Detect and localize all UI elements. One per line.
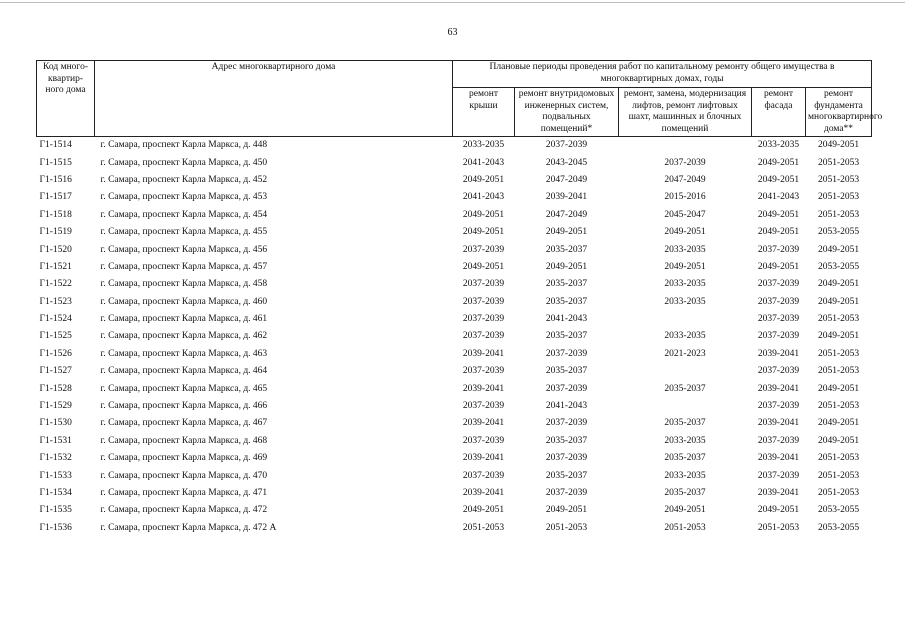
cell-roof-repair: 2039-2041	[462, 418, 505, 429]
table-row	[37, 189, 872, 206]
cell-engineering-systems-repair: 2037-2039	[545, 418, 588, 429]
table-row	[37, 502, 872, 519]
cell-address: г. Самара, проспект Карла Маркса, д. 465	[100, 383, 268, 394]
cell-roof-repair: 2049-2051	[462, 209, 505, 220]
cell-address: г. Самара, проспект Карла Маркса, д. 472	[100, 505, 268, 516]
header-address: Адрес многоквартирного дома	[95, 61, 453, 137]
cell-elevator-repair: 2049-2051	[664, 261, 706, 272]
cell-elevator-repair	[619, 363, 752, 380]
header-engineering-systems-repair: ремонт внутридомовых инженерных систем, подвальных помещений*	[515, 88, 619, 137]
table-row	[37, 207, 872, 224]
cell-roof-repair: 2039-2041	[462, 453, 505, 464]
cell-roof-repair: 2037-2039	[462, 314, 505, 325]
cell-elevator-repair: 2047-2049	[664, 174, 706, 185]
cell-address: г. Самара, проспект Карла Маркса, д. 450	[100, 157, 268, 168]
cell-address: г. Самара, проспект Карла Маркса, д. 452	[100, 174, 268, 185]
cell-elevator-repair	[619, 137, 752, 155]
cell-address: г. Самара, проспект Карла Маркса, д. 469	[100, 453, 268, 464]
header-elevator-repair: ремонт, замена, модернизация лифтов, ремонт лифтовых шахт, машинных и блочных помещений	[619, 88, 752, 137]
cell-engineering-systems-repair: 2051-2053	[545, 522, 588, 533]
cell-foundation-repair: 2049-2051	[817, 244, 860, 255]
cell-engineering-systems-repair: 2037-2039	[545, 453, 588, 464]
cell-house-code: Г1-1532	[39, 453, 72, 464]
table-row	[37, 172, 872, 189]
cell-foundation-repair: 2051-2053	[817, 174, 860, 185]
cell-engineering-systems-repair: 2035-2037	[545, 244, 588, 255]
table-row	[37, 450, 872, 467]
cell-elevator-repair: 2051-2053	[664, 522, 706, 533]
cell-roof-repair: 2037-2039	[462, 296, 505, 307]
cell-elevator-repair: 2033-2035	[664, 331, 706, 342]
cell-engineering-systems-repair: 2035-2037	[545, 296, 588, 307]
cell-address: г. Самара, проспект Карла Маркса, д. 464	[100, 366, 268, 377]
cell-elevator-repair: 2035-2037	[664, 453, 706, 464]
cell-roof-repair: 2039-2041	[462, 348, 505, 359]
cell-facade-repair: 2037-2039	[757, 244, 800, 255]
cell-foundation-repair: 2051-2053	[817, 314, 860, 325]
cell-engineering-systems-repair: 2037-2039	[545, 348, 588, 359]
table-row	[37, 276, 872, 293]
cell-engineering-systems-repair: 2035-2037	[545, 331, 588, 342]
cell-address: г. Самара, проспект Карла Маркса, д. 460	[100, 296, 268, 307]
cell-house-code: Г1-1520	[39, 244, 72, 255]
cell-roof-repair: 2037-2039	[462, 331, 505, 342]
cell-foundation-repair: 2049-2051	[817, 296, 860, 307]
cell-house-code: Г1-1516	[39, 174, 72, 185]
cell-elevator-repair: 2033-2035	[664, 435, 706, 446]
cell-house-code: Г1-1536	[39, 522, 72, 533]
cell-address: г. Самара, проспект Карла Маркса, д. 454	[100, 209, 268, 220]
cell-roof-repair: 2049-2051	[462, 174, 505, 185]
cell-facade-repair: 2039-2041	[757, 453, 800, 464]
cell-foundation-repair: 2049-2051	[817, 418, 860, 429]
header-planned-periods: Плановые периоды проведения работ по капитальному ремонту общего имущества в многоквартирных домах, годы	[453, 61, 872, 88]
cell-address: г. Самара, проспект Карла Маркса, д. 455	[100, 227, 268, 238]
table-row	[37, 433, 872, 450]
cell-address: г. Самара, проспект Карла Маркса, д. 448	[100, 140, 268, 151]
cell-elevator-repair: 2035-2037	[664, 488, 706, 498]
cell-engineering-systems-repair: 2037-2039	[545, 140, 588, 151]
cell-house-code: Г1-1534	[39, 488, 72, 498]
cell-facade-repair: 2049-2051	[757, 261, 800, 272]
cell-address: г. Самара, проспект Карла Маркса, д. 466	[100, 401, 268, 412]
cell-engineering-systems-repair: 2047-2049	[545, 174, 588, 185]
cell-house-code: Г1-1519	[39, 227, 72, 238]
cell-facade-repair: 2037-2039	[757, 279, 800, 290]
cell-house-code: Г1-1528	[39, 383, 72, 394]
cell-facade-repair: 2037-2039	[757, 366, 800, 377]
header-house-code: Код много-квартир-ного дома	[37, 61, 95, 137]
cell-facade-repair: 2037-2039	[757, 470, 800, 481]
table-body	[37, 137, 872, 537]
cell-foundation-repair: 2051-2053	[817, 209, 860, 220]
cell-facade-repair: 2041-2043	[757, 192, 800, 203]
cell-engineering-systems-repair: 2035-2037	[545, 435, 588, 446]
cell-engineering-systems-repair: 2037-2039	[545, 488, 588, 498]
cell-roof-repair: 2039-2041	[462, 488, 505, 498]
cell-elevator-repair: 2033-2035	[664, 470, 706, 481]
table-row	[37, 363, 872, 380]
cell-facade-repair: 2039-2041	[757, 383, 800, 394]
cell-elevator-repair: 2035-2037	[664, 383, 706, 394]
cell-engineering-systems-repair: 2035-2037	[545, 366, 588, 377]
table-row	[37, 380, 872, 397]
cell-elevator-repair: 2045-2047	[664, 209, 706, 220]
cell-address: г. Самара, проспект Карла Маркса, д. 463	[100, 348, 268, 359]
table-row	[37, 415, 872, 432]
table-row	[37, 154, 872, 171]
cell-facade-repair: 2049-2051	[757, 157, 800, 168]
cell-foundation-repair: 2053-2055	[817, 227, 860, 238]
cell-facade-repair: 2051-2053	[757, 522, 800, 533]
cell-roof-repair: 2037-2039	[462, 244, 505, 255]
cell-house-code: Г1-1530	[39, 418, 72, 429]
cell-house-code: Г1-1535	[39, 505, 72, 516]
cell-roof-repair: 2051-2053	[462, 522, 505, 533]
cell-elevator-repair: 2049-2051	[664, 227, 706, 238]
cell-elevator-repair: 2015-2016	[664, 192, 706, 203]
capital-repair-schedule-table	[36, 60, 883, 537]
cell-engineering-systems-repair: 2049-2051	[545, 505, 588, 516]
cell-facade-repair: 2049-2051	[757, 227, 800, 238]
cell-elevator-repair: 2037-2039	[664, 157, 706, 168]
cell-house-code: Г1-1527	[39, 366, 72, 377]
cell-house-code: Г1-1525	[39, 331, 72, 342]
cell-roof-repair: 2037-2039	[462, 279, 505, 290]
cell-roof-repair: 2041-2043	[462, 192, 505, 203]
cell-foundation-repair: 2053-2055	[817, 261, 860, 272]
cell-foundation-repair: 2051-2053	[817, 348, 860, 359]
cell-elevator-repair: 2035-2037	[664, 418, 706, 429]
cell-engineering-systems-repair: 2041-2043	[545, 401, 588, 412]
cell-house-code: Г1-1514	[39, 140, 72, 151]
cell-facade-repair: 2039-2041	[757, 348, 800, 359]
cell-roof-repair: 2049-2051	[462, 227, 505, 238]
cell-elevator-repair: 2033-2035	[664, 244, 706, 255]
cell-facade-repair: 2049-2051	[757, 505, 800, 516]
cell-engineering-systems-repair: 2043-2045	[545, 157, 588, 168]
table-row	[37, 398, 872, 415]
cell-facade-repair: 2037-2039	[757, 296, 800, 307]
cell-elevator-repair: 2021-2023	[664, 348, 706, 359]
cell-address: г. Самара, проспект Карла Маркса, д. 472 А	[100, 522, 277, 533]
cell-address: г. Самара, проспект Карла Маркса, д. 456	[100, 244, 268, 255]
cell-facade-repair: 2037-2039	[757, 314, 800, 325]
cell-roof-repair: 2049-2051	[462, 261, 505, 272]
cell-address: г. Самара, проспект Карла Маркса, д. 461	[100, 314, 268, 325]
cell-engineering-systems-repair: 2035-2037	[545, 279, 588, 290]
cell-facade-repair: 2049-2051	[757, 209, 800, 220]
cell-roof-repair: 2037-2039	[462, 470, 505, 481]
cell-roof-repair: 2037-2039	[462, 435, 505, 446]
table-row	[37, 259, 872, 276]
top-edge-line	[0, 2, 905, 3]
cell-house-code: Г1-1531	[39, 435, 72, 446]
cell-address: г. Самара, проспект Карла Маркса, д. 462	[100, 331, 268, 342]
cell-roof-repair: 2039-2041	[462, 383, 505, 394]
cell-engineering-systems-repair: 2039-2041	[545, 192, 588, 203]
cell-elevator-repair	[619, 311, 752, 328]
cell-address: г. Самара, проспект Карла Маркса, д. 471	[100, 488, 268, 498]
cell-house-code: Г1-1521	[39, 261, 72, 272]
cell-foundation-repair: 2049-2051	[817, 140, 860, 151]
cell-engineering-systems-repair: 2049-2051	[545, 261, 588, 272]
cell-address: г. Самара, проспект Карла Маркса, д. 458	[100, 279, 268, 290]
cell-engineering-systems-repair: 2035-2037	[545, 470, 588, 481]
cell-facade-repair: 2039-2041	[757, 488, 800, 498]
table-row	[37, 346, 872, 363]
cell-roof-repair: 2037-2039	[462, 366, 505, 377]
cell-foundation-repair: 2051-2053	[817, 470, 860, 481]
cell-facade-repair: 2033-2035	[757, 140, 800, 151]
cell-foundation-repair: 2051-2053	[817, 192, 860, 203]
cell-address: г. Самара, проспект Карла Маркса, д. 453	[100, 192, 268, 203]
cell-facade-repair: 2037-2039	[757, 401, 800, 412]
table-row	[37, 485, 872, 502]
cell-facade-repair: 2039-2041	[757, 418, 800, 429]
cell-house-code: Г1-1517	[39, 192, 72, 203]
cell-elevator-repair: 2049-2051	[664, 505, 706, 516]
cell-address: г. Самара, проспект Карла Маркса, д. 457	[100, 261, 268, 272]
cell-foundation-repair: 2051-2053	[817, 157, 860, 168]
table-row	[37, 224, 872, 241]
table-row	[37, 311, 872, 328]
cell-house-code: Г1-1522	[39, 279, 72, 290]
cell-facade-repair: 2049-2051	[757, 174, 800, 185]
page-number: 63	[447, 27, 458, 38]
cell-roof-repair: 2041-2043	[462, 157, 505, 168]
table-row	[37, 520, 872, 537]
cell-house-code: Г1-1518	[39, 209, 72, 220]
cell-address: г. Самара, проспект Карла Маркса, д. 468	[100, 435, 268, 446]
cell-foundation-repair: 2049-2051	[817, 435, 860, 446]
cell-elevator-repair	[619, 398, 752, 415]
cell-roof-repair: 2049-2051	[462, 505, 505, 516]
cell-foundation-repair: 2051-2053	[817, 488, 860, 498]
header-facade-repair: ремонт фасада	[752, 88, 806, 137]
table-row	[37, 137, 872, 155]
cell-foundation-repair: 2049-2051	[817, 383, 860, 394]
cell-house-code: Г1-1523	[39, 296, 72, 307]
cell-address: г. Самара, проспект Карла Маркса, д. 470	[100, 470, 268, 481]
cell-foundation-repair: 2053-2055	[817, 522, 860, 533]
cell-foundation-repair: 2051-2053	[817, 401, 860, 412]
cell-house-code: Г1-1524	[39, 314, 72, 325]
cell-facade-repair: 2037-2039	[757, 331, 800, 342]
cell-address: г. Самара, проспект Карла Маркса, д. 467	[100, 418, 268, 429]
cell-engineering-systems-repair: 2047-2049	[545, 209, 588, 220]
header-roof-repair: ремонт крыши	[453, 88, 515, 137]
table-row	[37, 467, 872, 484]
cell-elevator-repair: 2033-2035	[664, 279, 706, 290]
cell-facade-repair: 2037-2039	[757, 435, 800, 446]
table-row	[37, 241, 872, 258]
cell-house-code: Г1-1515	[39, 157, 72, 168]
cell-foundation-repair: 2051-2053	[817, 366, 860, 377]
cell-roof-repair: 2033-2035	[462, 140, 505, 151]
cell-foundation-repair: 2049-2051	[817, 331, 860, 342]
table-row	[37, 328, 872, 345]
cell-engineering-systems-repair: 2037-2039	[545, 383, 588, 394]
cell-engineering-systems-repair: 2049-2051	[545, 227, 588, 238]
cell-foundation-repair: 2051-2053	[817, 453, 860, 464]
cell-foundation-repair: 2049-2051	[817, 279, 860, 290]
header-foundation-repair: ремонт фундамента многоквартирного дома**	[806, 88, 872, 137]
table-header	[37, 61, 883, 137]
cell-roof-repair: 2037-2039	[462, 401, 505, 412]
cell-house-code: Г1-1529	[39, 401, 72, 412]
cell-house-code: Г1-1526	[39, 348, 72, 359]
cell-foundation-repair: 2053-2055	[817, 505, 860, 516]
cell-house-code: Г1-1533	[39, 470, 72, 481]
table-row	[37, 294, 872, 311]
cell-engineering-systems-repair: 2041-2043	[545, 314, 588, 325]
cell-elevator-repair: 2033-2035	[664, 296, 706, 307]
